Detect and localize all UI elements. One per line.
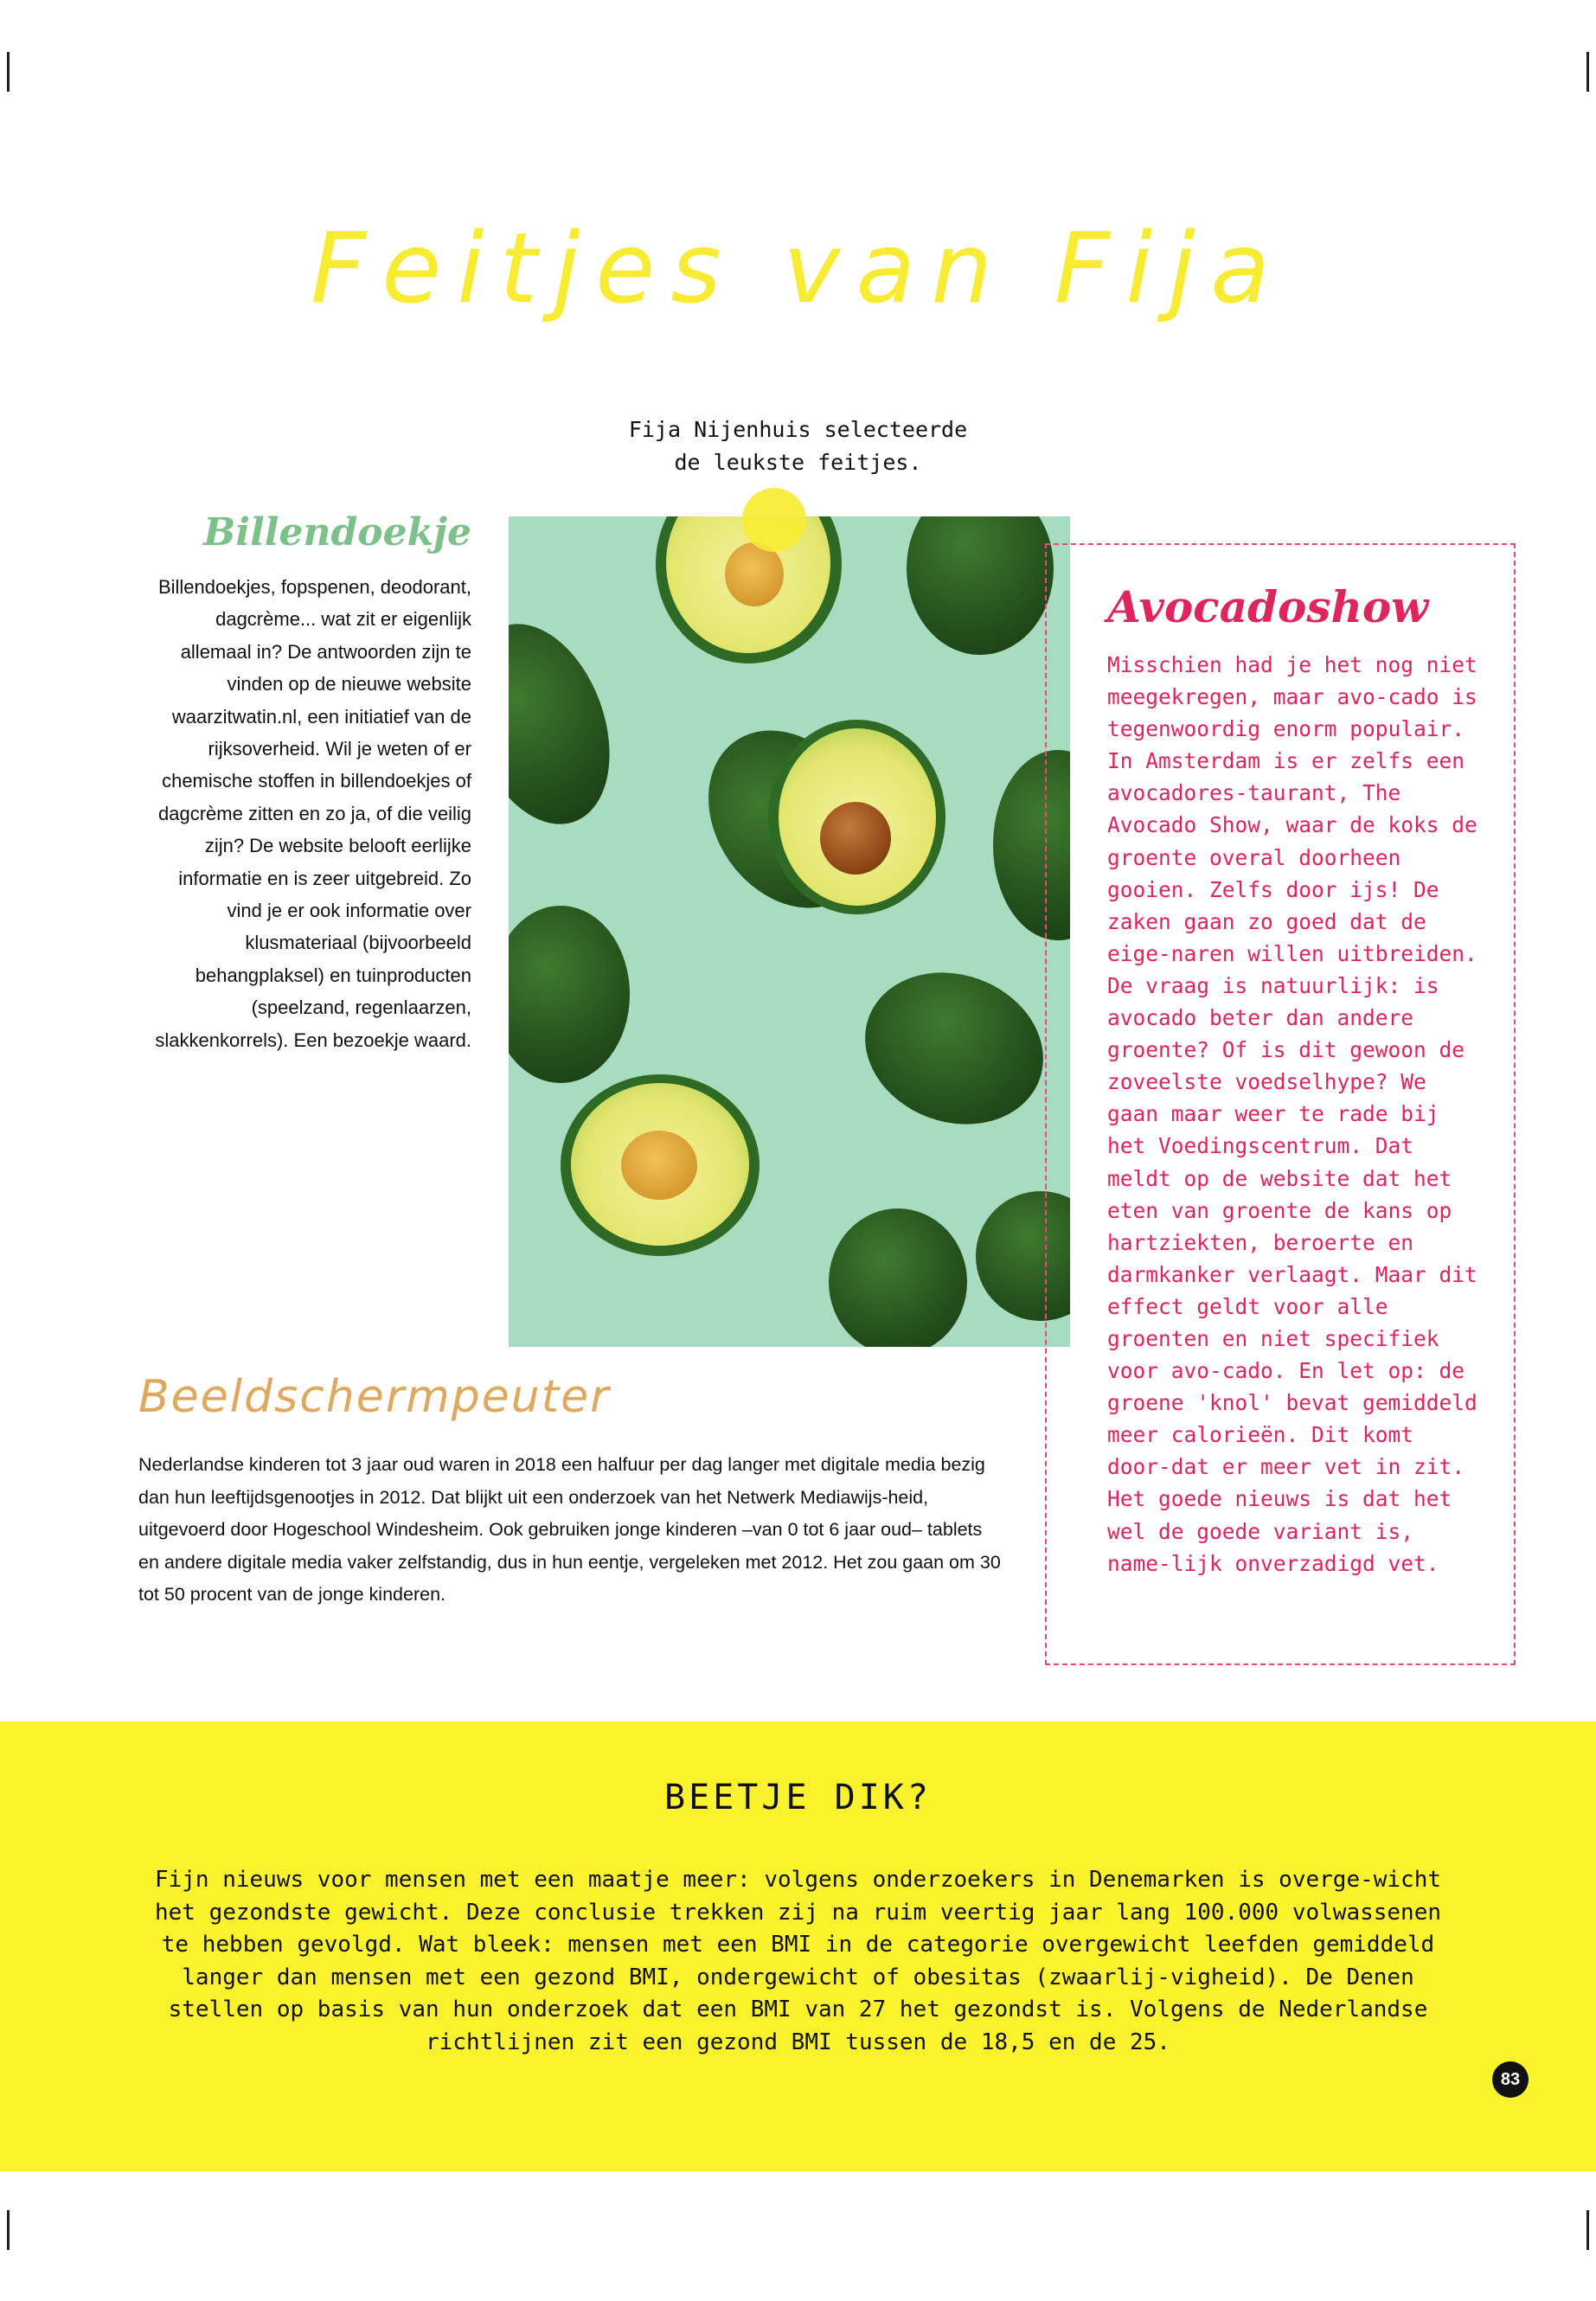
crop-mark (1586, 2210, 1589, 2250)
subtitle-line: de leukste feitjes. (674, 450, 922, 475)
avocado-pit (820, 802, 891, 875)
avocado-pit (725, 542, 784, 606)
beetje-dik-heading: BEETJE DIK? (664, 1778, 932, 1817)
avocado-whole (509, 906, 630, 1083)
beeldschermpeuter-text: Nederlandse kinderen tot 3 jaar oud waren in 2018 een halfuur per dag langer met digitale media bezig dan hun leeftijdsgenootjes in 2012. Dat blijkt uit een onderzoek van het Netwerk Mediawijs-heid, uitgevoerd door Hogeschool Windesheim. Ook gebruiken jonge kinderen –van 0 tot 6 jaar oud– tablets en andere digitale media vaker zelfstandig, dus in hun eentje, vergeleken met 2012. Het zou gaan om 30 tot 50 procent van de jonge kinderen. (138, 1454, 1001, 1605)
billendoekje-heading: Billendoekje (203, 510, 471, 554)
page-number: 83 (1492, 2061, 1529, 2098)
avocado-photo (509, 516, 1070, 1347)
page-title: Feitjes van Fija (310, 213, 1286, 325)
page-subtitle (519, 413, 1077, 479)
avocadoshow-text: Misschien had je het nog niet meegekregen, maar avo-cado is tegenwoordig enorm populair. In Amsterdam is er zelfs een avocadores-taurant, The Avocado Show, waar de koks de groente overal doorheen gooien. Zelfs door ijs! De zaken gaan zo goed dat de eige-naren willen uitbreiden. De vraag is natuurlijk: is avocado beter dan andere groente? Of is dit gewoon de zoveelste voedselhype? We gaan maar weer te rade bij het Voedingscentrum. Dat meldt op de website dat het eten van groente de kans op hartziekten, beroerte en darmkanker verlaagt. Maar dit effect geldt voor alle groenten en niet specifiek voor avo-cado. En let op: de groene 'knol' bevat gemiddeld meer calorieën. Dit komt door-dat er meer vet in zit. Het goede nieuws is dat het wel de goede variant is, name-lijk onverzadigd vet. (1107, 652, 1477, 1576)
avocado-whole (907, 516, 1054, 655)
beetje-dik-text: Fijn nieuws voor mensen met een maatje meer: volgens onderzoekers in Denemarken is overge-wicht het gezondste gewicht. Deze conclusie trekken zij na ruim veertig jaar lang 100.000 volwassenen te hebben gevolgd. Wat bleek: mensen met een BMI in de categorie overgewicht leefden gemiddeld langer dan mensen met een gezond BMI, ondergewicht of obesitas (zwaarlij-vigheid). De Denen stellen op basis van hun onderzoek dat een BMI van 27 het gezondst is. Volgens de Nederlandse richtlijnen zit een gezond BMI tussen de 18,5 en de 25. (154, 1867, 1442, 2055)
subtitle-line: Fija Nijenhuis selecteerde (628, 417, 968, 442)
beeldschermpeuter-heading: Beeldschermpeuter (138, 1371, 611, 1423)
crop-mark (7, 52, 10, 92)
avocado-whole (509, 605, 636, 844)
yellow-pin (742, 488, 806, 552)
avocado-pit (621, 1131, 697, 1200)
billendoekje-text: Billendoekjes, fopspenen, deodorant, dagcrème... wat zit er eigenlijk allemaal in? De antwoorden zijn te vinden op de nieuwe website waarzitwatin.nl, een initiatief van de rijksoverheid. Wil je weten of er chemische stoffen in billendoekjes of dagcrème zitten en zo ja, of die veilig zijn? De website belooft eerlijke informatie en is zeer uitgebreid. Zo vind je er ook informatie over klusmateriaal (bijvoorbeeld behangplaksel) en tuinproducten (speelzand, regenlaarzen, slakkenkorrels). Een bezoekje waard. (155, 576, 471, 1051)
avocado-whole (843, 948, 1064, 1149)
avocadoshow-heading: Avocadoshow (1107, 581, 1429, 632)
crop-mark (1586, 52, 1589, 92)
avocado-whole (829, 1208, 967, 1347)
crop-mark (7, 2210, 10, 2250)
